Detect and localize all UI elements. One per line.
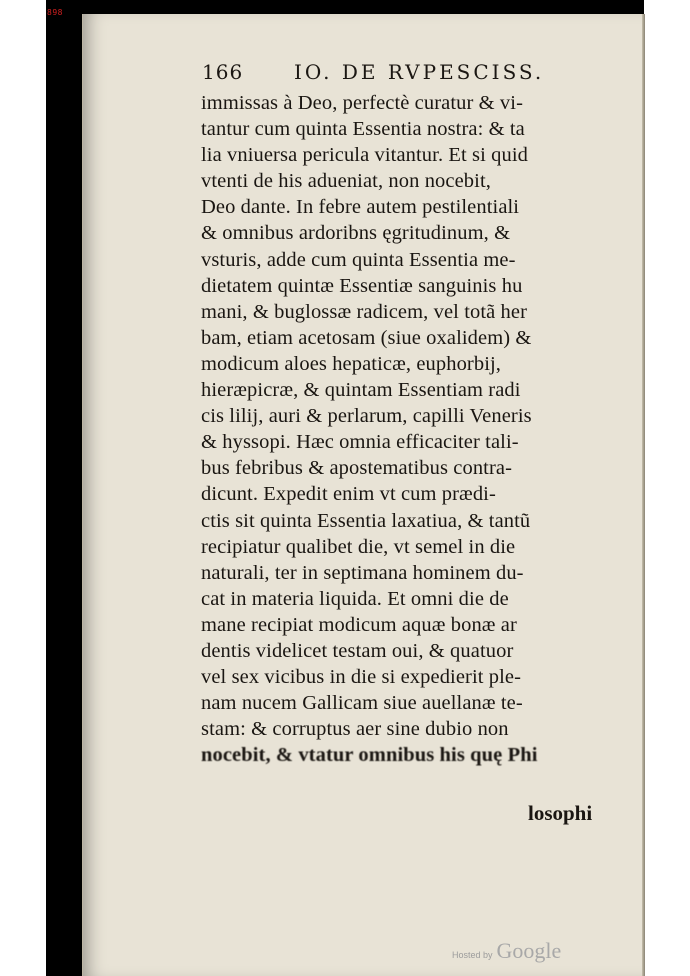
text-line: dicunt. Expedit enim vt cum prædi- — [201, 483, 496, 506]
text-line: immissas à Deo, perfectè curatur & vi- — [201, 92, 524, 114]
text-line: modicum aloes hepaticæ, euphorbij, — [201, 352, 502, 375]
text-line: vsturis, adde cum quinta Essentia me- — [201, 248, 516, 271]
page-number: 166 — [202, 60, 244, 84]
running-title: IO. DE RVPESCISS. — [294, 60, 545, 84]
text-line: ctis sit quinta Essentia laxatiua, & tantũ — [201, 509, 531, 532]
text-line: bam, etiam acetosam (siue oxalidem) & — [201, 326, 532, 349]
google-logo: Google — [496, 938, 562, 963]
page-body-text — [201, 90, 613, 768]
text-line: & hyssopi. Hæc omnia efficaciter tali- — [201, 431, 519, 454]
text-line: vtenti de his adueniat, non nocebit, — [201, 170, 491, 193]
text-line: dentis videlicet testam oui, & quatuor — [201, 639, 514, 662]
text-line: mane recipiat modicum aquæ bonæ ar — [201, 613, 517, 636]
text-line: cat in materia liquida. Et omni die de — [201, 587, 509, 610]
text-line: naturali, ter in septimana hominem du- — [201, 561, 524, 584]
text-line: vel sex vicibus in die si expedierit ple- — [201, 666, 522, 689]
text-line: mani, & buglossæ radicem, vel totã her — [201, 300, 528, 323]
text-line: tantur cum quinta Essentia nostra: & ta — [201, 118, 525, 141]
text-line: bus febribus & apostematibus contra- — [201, 457, 513, 480]
text-line: nocebit, & vtatur omnibus his quę Phi — [201, 744, 538, 767]
text-line: Deo dante. In febre autem pestilentiali — [201, 196, 520, 219]
text-line: recipiatur qualibet die, vt semel in die — [201, 535, 516, 558]
text-line: lia vniuersa pericula vitantur. Et si quid — [201, 144, 528, 167]
scan-id-tag: 898 — [47, 8, 63, 17]
text-line: hieræpicræ, & quintam Essentiam radi — [201, 379, 521, 402]
hosted-by-label: Hosted by — [452, 950, 493, 960]
text-line: nam nucem Gallicam siue auellanæ te- — [201, 692, 523, 715]
text-line: cis lilij, auri & perlarum, capilli Veneris — [201, 405, 532, 428]
text-line: & omnibus ardoribns ęgritudinum, & — [201, 222, 511, 245]
google-watermark — [452, 938, 561, 964]
catchword: losophi — [528, 801, 593, 825]
text-line: dietatem quintæ Essentiæ sanguinis hu — [201, 274, 523, 297]
text-line: stam: & corruptus aer sine dubio non — [201, 718, 509, 741]
